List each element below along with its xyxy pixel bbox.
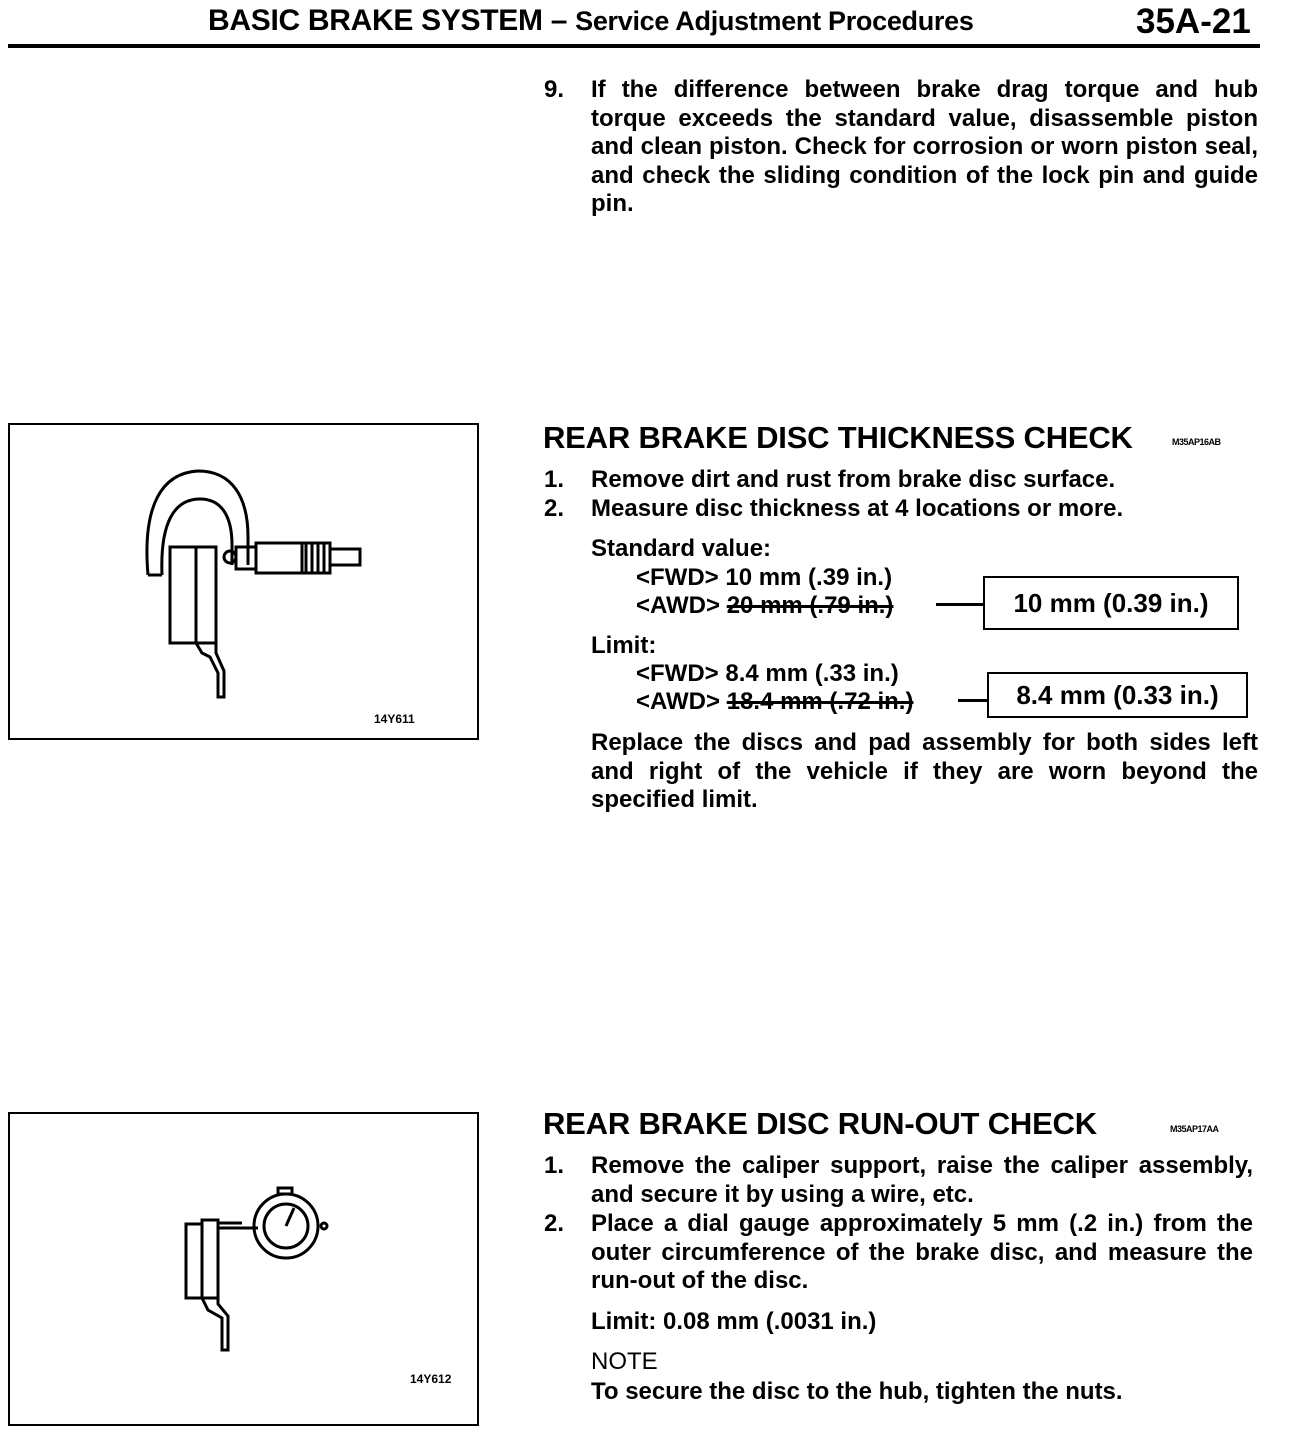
step-9-text: If the difference between brake drag torque and hub torque exceeds the standard value, disassemble piston and clean piston. Check for corrosion or worn piston seal, and check the sliding condition of the lock pin and guide pin.	[591, 76, 1258, 217]
thickness-step-1-number: 1.	[544, 466, 565, 493]
page-header-title	[208, 4, 974, 38]
section-code-runout: M35AP17AA	[1170, 1124, 1219, 1134]
limit-awd-tag: <AWD>	[636, 688, 721, 715]
thickness-note: Replace the discs and pad assembly for both sides left and right of the vehicle if they are worn beyond the specified limit.	[591, 729, 1258, 813]
limit-correction-box: 8.4 mm (0.33 in.)	[987, 672, 1248, 718]
runout-step-1-text: Remove the caliper support, raise the caliper assembly, and secure it by using a wire, etc.	[591, 1152, 1253, 1208]
header-dash: –	[550, 4, 568, 37]
runout-limit: Limit: 0.08 mm (.0031 in.)	[591, 1308, 877, 1335]
page-number: 35A-21	[1136, 2, 1251, 41]
runout-note-text: To secure the disc to the hub, tighten the nuts.	[591, 1378, 1123, 1405]
limit-awd-struck: 18.4 mm (.72 in.)	[726, 688, 914, 715]
standard-fwd: <FWD> 10 mm (.39 in.)	[636, 564, 893, 591]
micrometer-icon	[10, 425, 477, 738]
thickness-step-1-text: Remove dirt and rust from brake disc surface.	[591, 466, 1116, 493]
runout-step-1-number: 1.	[544, 1152, 565, 1179]
standard-correction-box: 10 mm (0.39 in.)	[983, 576, 1239, 630]
runout-step-2-text: Place a dial gauge approximately 5 mm (.2 in.) from the outer circumference of the brake disc, and measure the run-out of the disc.	[591, 1210, 1253, 1294]
figure-micrometer	[8, 423, 479, 740]
section-heading-thickness: REAR BRAKE DISC THICKNESS CHECK	[543, 420, 1133, 455]
figure-dial-gauge	[8, 1112, 479, 1426]
thickness-step-2-number: 2.	[544, 495, 565, 522]
section-code-thickness: M35AP16AB	[1172, 437, 1221, 447]
standard-value-label: Standard value:	[591, 535, 772, 562]
header-subtitle: Service Adjustment Procedures	[575, 6, 974, 36]
standard-correction-leader	[936, 603, 984, 606]
limit-fwd: <FWD> 8.4 mm (.33 in.)	[636, 660, 899, 687]
limit-correction-leader	[958, 699, 988, 702]
limit-awd	[636, 688, 913, 717]
section-heading-runout: REAR BRAKE DISC RUN-OUT CHECK	[543, 1106, 1097, 1141]
figure-1-id: 14Y611	[374, 712, 415, 726]
standard-awd-tag: <AWD>	[636, 592, 721, 619]
runout-step-2-number: 2.	[544, 1210, 565, 1237]
limit-label: Limit:	[591, 632, 657, 659]
thickness-step-2-text: Measure disc thickness at 4 locations or more.	[591, 495, 1124, 522]
standard-awd	[636, 592, 893, 621]
standard-awd-struck: 20 mm (.79 in.)	[726, 592, 894, 619]
figure-2-id: 14Y612	[410, 1372, 452, 1386]
header-title: BASIC BRAKE SYSTEM	[208, 4, 543, 37]
runout-note-label: NOTE	[591, 1348, 658, 1375]
dial-gauge-icon	[10, 1114, 477, 1424]
step-9-number: 9.	[544, 76, 565, 103]
header-rule	[8, 44, 1260, 48]
